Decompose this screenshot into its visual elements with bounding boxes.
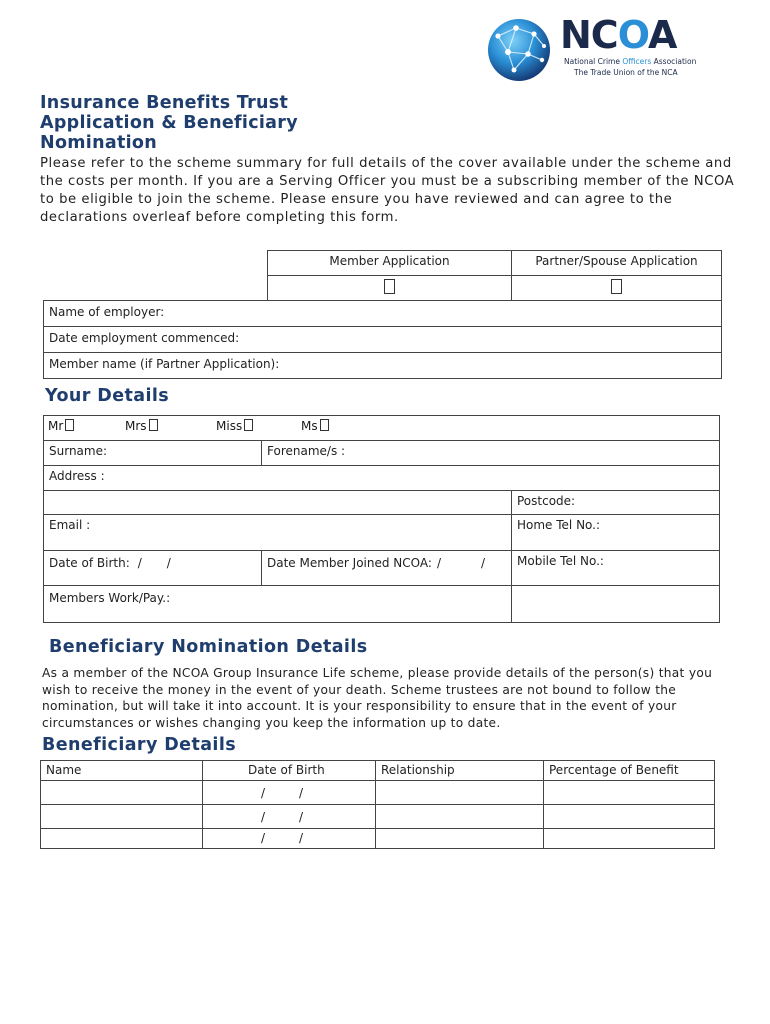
- member-application-cell: [267, 275, 512, 301]
- checkbox-icon: [149, 419, 158, 431]
- checkbox-icon: [244, 419, 253, 431]
- partner-application-header: Partner/Spouse Application: [511, 250, 722, 276]
- member-name-field[interactable]: Member name (if Partner Application):: [43, 352, 722, 379]
- member-application-checkbox[interactable]: [384, 279, 395, 294]
- date-of-birth-field[interactable]: Date of Birth: / /: [43, 550, 262, 586]
- forename-field[interactable]: Forename/s :: [261, 440, 720, 466]
- title-mrs-option[interactable]: Mrs: [125, 419, 158, 433]
- beneficiary-relationship-cell[interactable]: [375, 780, 544, 805]
- address-line-2[interactable]: [43, 490, 512, 515]
- home-tel-field[interactable]: Home Tel No.:: [511, 514, 720, 551]
- logo-subtitle: National Crime Officers Association: [564, 57, 697, 66]
- mobile-tel-field[interactable]: Mobile Tel No.:: [511, 550, 720, 586]
- beneficiary-dob-cell[interactable]: / /: [202, 780, 376, 805]
- nomination-paragraph: As a member of the NCOA Group Insurance Life scheme, please provide details of the person(s) that you wish to receive the money in the event of your death. Scheme trustees are not bound to follow the nomination, but will take it into account. It is your responsibility to ensure that in the event of your circumstances or wishes changing you keep the information up to date.: [42, 666, 713, 730]
- date-joined-ncoa-field[interactable]: Date Member Joined NCOA: / /: [261, 550, 512, 586]
- email-field[interactable]: Email :: [43, 514, 512, 551]
- beneficiary-dob-cell[interactable]: / /: [202, 828, 376, 849]
- partner-application-cell: [511, 275, 722, 301]
- title-mr-option[interactable]: Mr: [48, 419, 74, 433]
- page-title: Insurance Benefits Trust Application & Beneficiary Nomination: [40, 93, 298, 153]
- beneficiary-name-cell[interactable]: [40, 780, 203, 805]
- ncoa-wordmark: NCOA: [560, 13, 677, 57]
- member-application-header: Member Application: [267, 250, 512, 276]
- employer-field[interactable]: Name of employer:: [43, 300, 722, 327]
- beneficiary-name-cell[interactable]: [40, 828, 203, 849]
- ncoa-globe-logo: [484, 14, 554, 84]
- surname-field[interactable]: Surname:: [43, 440, 262, 466]
- beneficiary-relationship-cell[interactable]: [375, 804, 544, 829]
- beneficiary-dob-cell[interactable]: / /: [202, 804, 376, 829]
- column-header-percentage: Percentage of Benefit: [543, 760, 715, 781]
- intro-paragraph: Please refer to the scheme summary for full details of the cover available under the scheme and the costs per month. If you are a Serving Officer you must be a subscribing member of the NCOA to be eligible to join the scheme. Please ensure you have reviewed and can agree to the declarations overleaf before completing this form.: [40, 156, 735, 225]
- column-header-dob: Date of Birth: [202, 760, 376, 781]
- beneficiary-relationship-cell[interactable]: [375, 828, 544, 849]
- checkbox-icon: [65, 419, 74, 431]
- postcode-field[interactable]: Postcode:: [511, 490, 720, 515]
- beneficiary-name-cell[interactable]: [40, 804, 203, 829]
- nomination-heading: Beneficiary Nomination Details: [49, 637, 368, 657]
- your-details-heading: Your Details: [45, 386, 170, 406]
- beneficiary-percentage-cell[interactable]: [543, 804, 715, 829]
- title-miss-option[interactable]: Miss: [216, 419, 253, 433]
- beneficiary-percentage-cell[interactable]: [543, 828, 715, 849]
- beneficiary-details-heading: Beneficiary Details: [42, 735, 237, 755]
- employment-date-field[interactable]: Date employment commenced:: [43, 326, 722, 353]
- work-pay-field[interactable]: Members Work/Pay.:: [43, 585, 512, 623]
- address-field[interactable]: Address :: [43, 465, 720, 491]
- column-header-name: Name: [40, 760, 203, 781]
- beneficiary-percentage-cell[interactable]: [543, 780, 715, 805]
- logo-tagline: The Trade Union of the NCA: [574, 68, 678, 77]
- title-ms-option[interactable]: Ms: [301, 419, 329, 433]
- column-header-relationship: Relationship: [375, 760, 544, 781]
- work-pay-extra-cell[interactable]: [511, 585, 720, 623]
- partner-application-checkbox[interactable]: [611, 279, 622, 294]
- checkbox-icon: [320, 419, 329, 431]
